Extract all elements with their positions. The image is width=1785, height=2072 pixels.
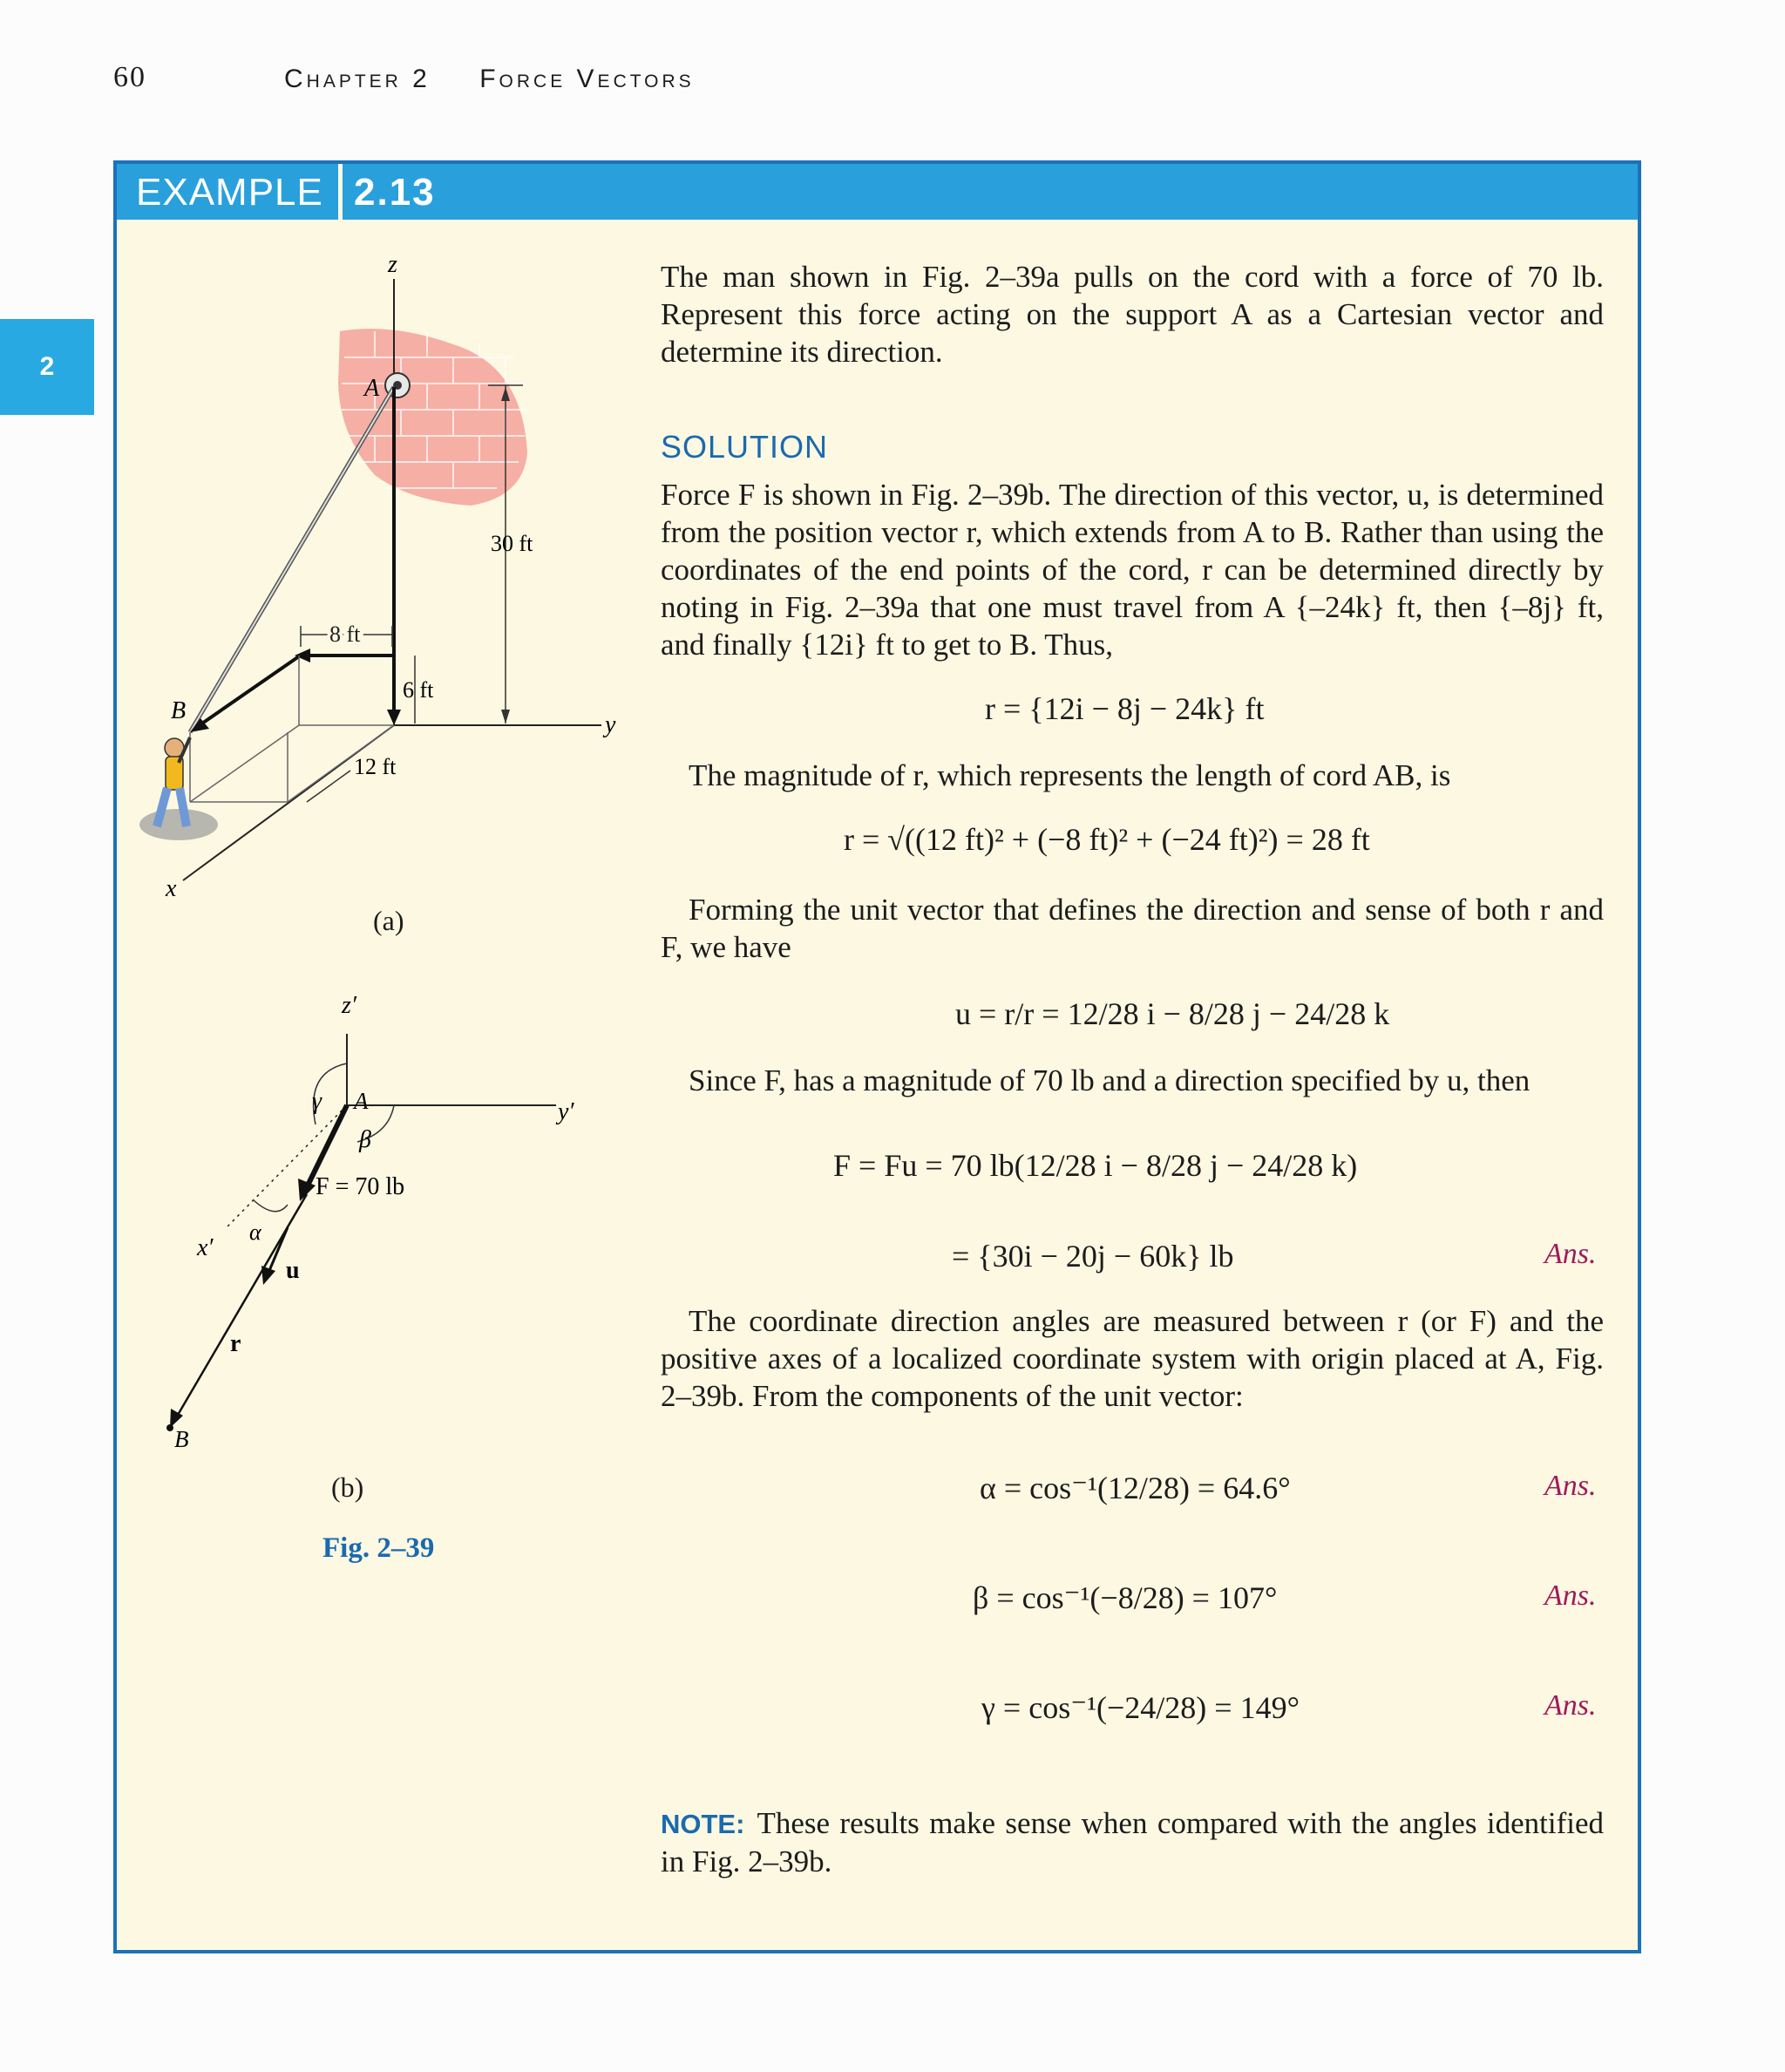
equation-beta: β = cos⁻¹(−8/28) = 107° <box>973 1580 1278 1615</box>
note-label: NOTE: <box>661 1809 745 1839</box>
equation-f-vector: F = Fu = 70 lb(12/28 i − 8/28 j − 24/28 k) <box>833 1148 1358 1183</box>
caption-a: (a) <box>373 905 404 936</box>
axis-x-prime-label: x′ <box>197 1234 214 1261</box>
answer-marker-beta: Ans. <box>1544 1579 1597 1612</box>
axis-y-label: y <box>605 711 616 738</box>
figure-2-39 <box>113 160 654 1520</box>
brick-wall <box>338 329 527 506</box>
axis-z-label: z <box>388 251 397 278</box>
force-label: F = 70 lb <box>316 1173 405 1200</box>
intro-paragraph: The man shown in Fig. 2–39a pulls on the cord with a force of 70 lb. Represent this force acting on the support A as a Cartesian vector and determine its direction. <box>661 260 1604 369</box>
note-paragraph <box>661 1804 1604 1880</box>
dim-6ft: 6 ft <box>403 677 434 703</box>
example-word: EXAMPLE <box>136 171 323 214</box>
equation-r-magnitude: r = √((12 ft)² + (−8 ft)² + (−24 ft)²) = 28 ft <box>844 822 1370 857</box>
caption-b: (b) <box>331 1471 364 1503</box>
paragraph-2: The magnitude of r, which represents the length of cord AB, is <box>689 758 1451 792</box>
r-label: r <box>230 1330 241 1357</box>
beta-label: β <box>359 1126 371 1153</box>
paragraph-3: Forming the unit vector that defines the direction and sense of both r and F, we have <box>661 893 1604 964</box>
dim-8ft: 8 ft <box>329 622 361 647</box>
position-vector-r <box>174 1194 307 1421</box>
chapter-title: Force Vectors <box>479 65 695 93</box>
equation-alpha: α = cos⁻¹(12/28) = 64.6° <box>980 1471 1291 1505</box>
example-number: 2.13 <box>354 171 436 214</box>
answer-marker-f: Ans. <box>1544 1238 1597 1270</box>
running-head <box>284 65 733 94</box>
figure-label: Fig. 2–39 <box>322 1532 435 1564</box>
equation-f-result: = {30i − 20j − 60k} lb <box>952 1239 1234 1274</box>
gamma-label: γ <box>312 1088 322 1115</box>
chapter-label: Chapter 2 <box>284 65 431 93</box>
equation-gamma: γ = cos⁻¹(−24/28) = 149° <box>981 1690 1300 1725</box>
solution-heading: SOLUTION <box>661 429 829 465</box>
dim-12ft: 12 ft <box>354 754 397 779</box>
paragraph-5: The coordinate direction angles are measured between r (or F) and the positive axes of a localized coordinate system with origin placed at A, Fig. 2–39b. From the components of the unit vector: <box>661 1304 1604 1413</box>
axis-z-prime-label: z′ <box>342 992 357 1019</box>
dim-30ft: 30 ft <box>491 531 533 556</box>
chapter-side-tab: 2 <box>0 319 94 415</box>
answer-marker-gamma: Ans. <box>1544 1689 1597 1722</box>
point-a-prime-label: A <box>354 1088 369 1114</box>
alpha-label: α <box>249 1219 261 1245</box>
equation-u-vector: u = r/r = 12/28 i − 8/28 j − 24/28 k <box>955 996 1390 1031</box>
x-prime-axis <box>227 1105 347 1227</box>
axis-y-prime-label: y′ <box>558 1098 574 1125</box>
axis-x-label: x <box>166 875 177 902</box>
paragraph-4: Since F, has a magnitude of 70 lb and a direction specified by u, then <box>689 1063 1530 1097</box>
unit-vector-u <box>268 1227 288 1273</box>
point-b-prime-label: B <box>174 1426 189 1452</box>
answer-marker-alpha: Ans. <box>1544 1470 1597 1502</box>
page-number: 60 <box>113 61 146 93</box>
note-text: These results make sense when compared with the angles identified in Fig. 2–39b. <box>661 1806 1604 1878</box>
point-b-label: B <box>171 697 187 724</box>
point-a-label: A <box>364 375 380 402</box>
equation-r-vector: r = {12i − 8j − 24k} ft <box>985 691 1265 726</box>
man-figure <box>139 737 218 840</box>
u-label: u <box>286 1257 300 1284</box>
paragraph-1: Force F is shown in Fig. 2–39b. The direction of this vector, u, is determined from the position vector r, which extends from A to B. Rather than using the coordinates of the end points of the cord, r can be determined directly by noting in Fig. 2–39a that one must travel from A {–24k} ft, then {–8j} ft, and finally {12i} ft to get to B. Thus, <box>661 478 1604 662</box>
